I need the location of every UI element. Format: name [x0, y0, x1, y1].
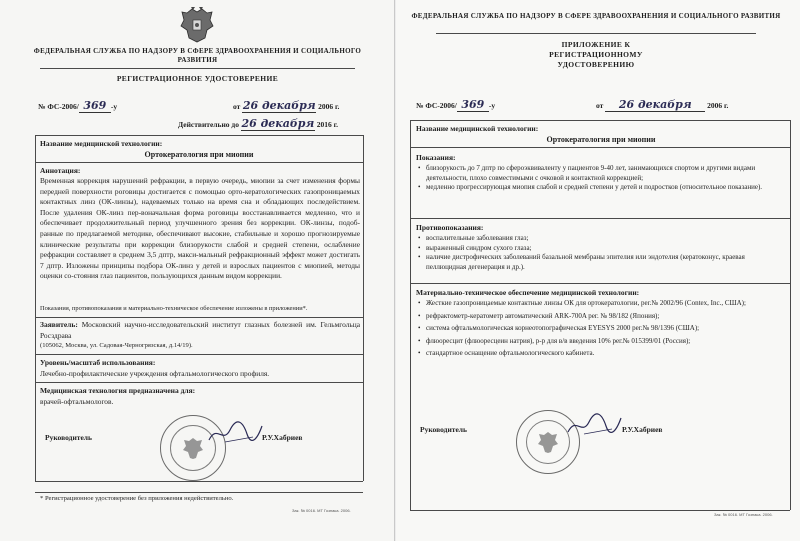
header-rule — [40, 68, 355, 69]
appendix-title: ПРИЛОЖЕНИЕ К РЕГИСТРАЦИОННОМУ УДОСТОВЕРЕНИЮ — [549, 40, 643, 69]
annotation-text: Временная коррекция нарушений рефракции, в первую очередь, миопии за счет изменения формы передней поверхности роговицы достигается с помощью орто-кератологических газопроницаемых контактных линз (ОК-линзы), надеваемых только на время сна и обладающих последействием. После удаления ОК-линз пер-воначальная форма роговицы восстанавливается медленно, что и обеспечивает продолжительный период улучшенного зрения без коррекции. ОК-линзы, подоб-ранные по предлагаемой методике, обеспечивают высокие, стабильные и хорошо прогнозируемые клинические результаты при коррекции близорукости слабой и средней степени, ослабление рефракции составляет в среднем 3,5 дптр, макси-мальный рефракционный эффект может достигать 7 дптр. Изложены принципы подбора ОК-линз у детей и взрослых пациентов с миопией, методы оценки со-стояния глаз пациентов, пользующихся данным видом коррекции. — [40, 176, 360, 281]
certificate-date: от 26 декабря 2006 г. — [596, 98, 729, 111]
applicant-block: Заявитель: Московский научно-исследовательский институт глазных болезней им. Гельмгольца Росздрава — [40, 320, 361, 340]
intended-for-text: врачей-офтальмологов. — [40, 397, 114, 406]
signature — [564, 410, 624, 440]
agency-header: ФЕДЕРАЛЬНАЯ СЛУЖБА ПО НАДЗОРУ В СФЕРЕ ЗДРАВООХРАНЕНИЯ И СОЦИАЛЬНОГО РАЗВИТИЯ — [411, 12, 781, 20]
section-divider — [410, 147, 790, 148]
list-item: • наличие дистрофических заболеваний базальной мембраны эпителия или эндотелия (кератоконус, краевая пеллюцидная дегенерация и др.). — [418, 253, 784, 272]
level-text: Лечебно-профилактические учреждения офтальмологического профиля. — [40, 369, 270, 378]
list-item: • система офтальмологическая корнеотопографическая EYESYS 2000 рег.№ 98/1396 (США); — [418, 324, 784, 334]
indications-list — [418, 164, 784, 193]
section-divider — [35, 317, 363, 318]
signature — [205, 418, 265, 448]
head-name: Р.У.Хабриев — [262, 433, 303, 442]
list-item: • выраженный синдром сухого глаза; — [418, 244, 784, 254]
print-mark: Зак. № 0016. МТ Гознака. 2006. — [292, 508, 351, 513]
technology-label: Название медицинской технологии: — [416, 124, 539, 133]
content-box-left — [410, 120, 411, 510]
content-box-right — [363, 135, 364, 481]
content-box-top — [410, 120, 790, 121]
indications-label: Показания: — [416, 153, 456, 162]
applicant-address: (105062, Москва, ул. Садовая-Черногрязская, д.14/19). — [40, 342, 193, 349]
list-item: • стандартное оснащение офтальмологического кабинета. — [418, 349, 784, 359]
certificate-appendix-page — [396, 0, 800, 541]
section-divider — [35, 162, 363, 163]
certificate-number: № ФС-2006/ 369 -у — [38, 99, 118, 112]
header-rule — [436, 33, 756, 34]
document-title: РЕГИСТРАЦИОННОЕ УДОСТОВЕРЕНИЕ — [116, 74, 279, 83]
list-item: • рефрактометр-кератометр автоматический ARK-700A рег. № 98/182 (Япония); — [418, 312, 784, 322]
contraindications-list — [418, 234, 784, 272]
coat-of-arms-emblem — [180, 6, 214, 46]
head-label: Руководитель — [45, 433, 92, 442]
content-box-left — [35, 135, 36, 481]
section-divider — [35, 354, 363, 355]
registration-certificate-page — [0, 0, 395, 541]
footnote: * Регистрационное удостоверение без приложения недействительно. — [40, 495, 234, 502]
head-name: Р.У.Хабриев — [622, 425, 663, 434]
list-item: • близорукость до 7 дптр по сфероэквиваленту у пациентов 9-40 лет, занимающихся спортом и другими видами деятельности, плохо совместимыми с очковой и контактной коррекцией; — [418, 164, 784, 183]
print-mark: Зак. № 0016. МТ Гознака. 2006. — [714, 512, 773, 517]
certificate-date: от 26 декабря 2006 г. — [233, 99, 340, 112]
section-divider — [410, 218, 790, 219]
intended-for-label: Медицинская технология предназначена для: — [40, 386, 196, 395]
valid-until: Действительно до 26 декабря 2016 г. — [178, 117, 339, 130]
list-item: • флюоресцит (флюоресцеин натрия), р-р для в/в введения 10% рег.№ 015399/01 (Россия); — [418, 337, 784, 347]
section-divider — [35, 382, 363, 383]
head-label: Руководитель — [420, 425, 467, 434]
equipment-label: Материально-техническое обеспечение медицинской технологии: — [416, 288, 640, 297]
content-box-bottom — [35, 481, 363, 482]
level-label: Уровень/масштаб использования: — [40, 358, 156, 367]
technology-name: Ортокератология при миопии — [546, 135, 656, 144]
content-box-bottom — [410, 510, 790, 511]
equipment-list — [418, 299, 784, 359]
section-divider — [410, 283, 790, 284]
technology-name: Ортокератология при миопии — [144, 150, 254, 159]
certificate-number: № ФС-2006/ 369 -у — [416, 98, 496, 111]
contraindications-label: Противопоказания: — [416, 223, 484, 232]
agency-header: ФЕДЕРАЛЬНАЯ СЛУЖБА ПО НАДЗОРУ В СФЕРЕ ЗДРАВООХРАНЕНИЯ И СОЦИАЛЬНОГО РАЗВИТИЯ — [33, 47, 362, 64]
technology-label: Название медицинской технологии: — [40, 139, 163, 148]
list-item: • медленно прогрессирующая миопия слабой и средней степени у детей и подростков (относительное показание). — [418, 183, 784, 193]
list-item: • Жесткие газопроницаемые контактные линзы ОК для ортокератологии, рег.№ 2002/96 (Contex, Inc., США); — [418, 299, 784, 309]
content-box-right — [790, 120, 791, 510]
annotation-note: Показания, противопоказания и материально-техническое обеспечение изложены в приложении*. — [40, 305, 308, 312]
annotation-label: Аннотация: — [40, 166, 81, 175]
list-item: • воспалительные заболевания глаз; — [418, 234, 784, 244]
footnote-rule — [35, 492, 363, 493]
content-box-top — [35, 135, 363, 136]
